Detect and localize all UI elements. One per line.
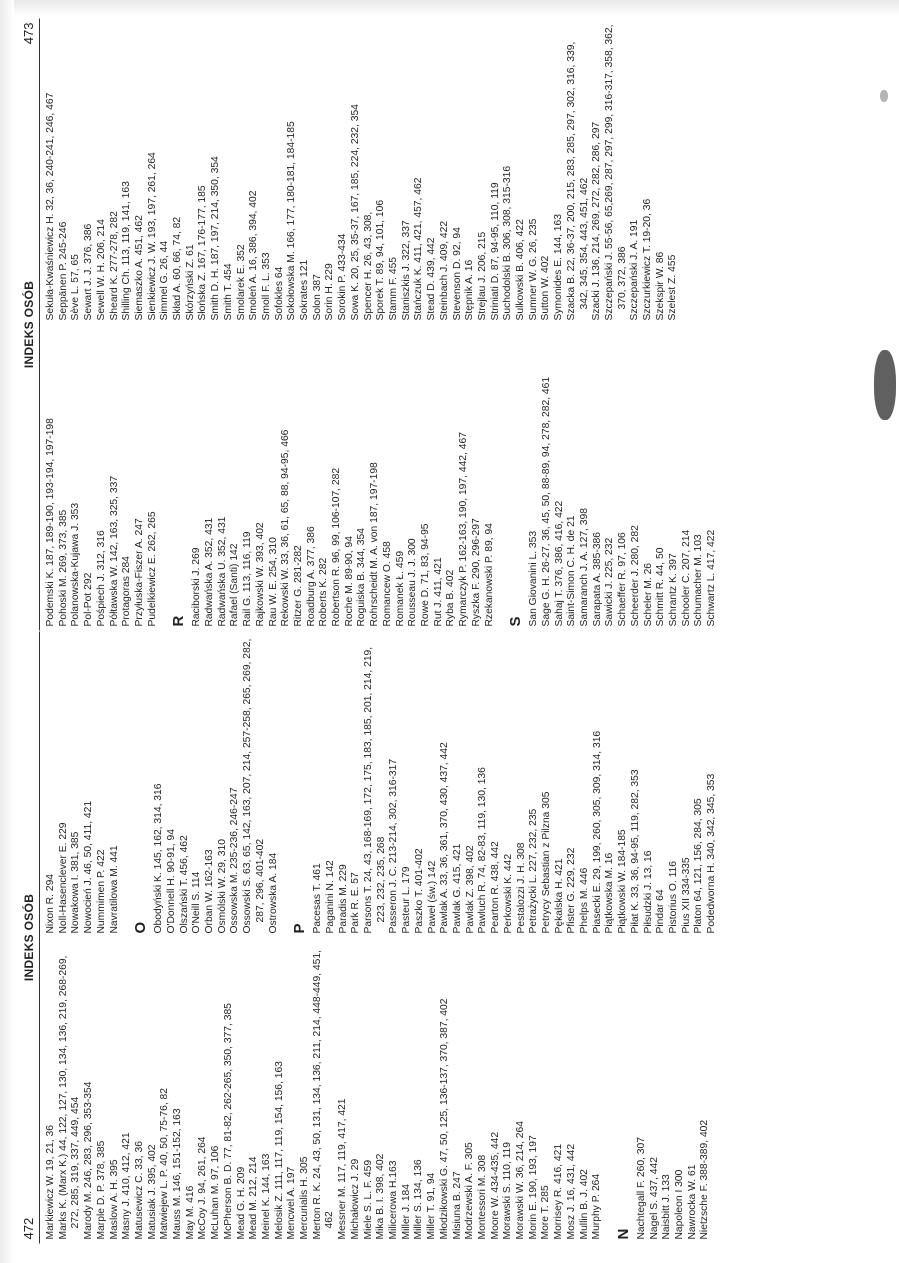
index-entry: Smoll F. L. 353 — [260, 252, 272, 321]
index-entry: Piątkowski W. 184-185 — [617, 829, 629, 934]
index-entry: Petrażycki L. 227, 232, 235 — [528, 808, 540, 934]
index-entry: Sewart J. J. 376, 386 — [83, 223, 95, 321]
index-entry: Sumner W. G. 26, 235 — [527, 218, 539, 321]
index-entry: Sarapata A. 385-386 — [591, 532, 603, 627]
index-entry: Mencwel A. 197 — [286, 1166, 298, 1240]
index-entry: Ryba B. 402 — [445, 569, 457, 627]
right-page — [15, 19, 885, 631]
index-entry: O'Neill S. 114 — [191, 871, 203, 934]
index-entry: Młodzikowski G. 47, 50, 125, 136-137, 370, 387, 402 — [438, 998, 450, 1240]
index-entry: Masny J. 410, 412, 421 — [121, 1132, 133, 1240]
index-entry: Szczurkiewicz T. 19-20, 36 — [642, 198, 654, 321]
index-entry: Skórzyński Z. 61 — [184, 244, 196, 321]
left-page-number: 472 — [21, 1217, 36, 1240]
index-entry: Pasteur L. 179 — [401, 866, 413, 934]
left-page — [15, 632, 885, 1244]
index-entry: Sofokles 64 — [273, 266, 285, 321]
index-entry: Sutton W. 402 — [540, 255, 552, 321]
index-entry: Nietzsche F. 388-389, 402 — [699, 1119, 711, 1240]
index-entry: Matwiejew L. P. 40, 50, 75-76, 82 — [159, 1088, 171, 1240]
index-entry: Olszański T. 456, 462 — [178, 835, 190, 934]
index-entry: Pudelkiewicz E. 262, 265 — [146, 511, 158, 627]
index-entry: Przyłuska-Fiszer A. 247 — [133, 518, 145, 627]
index-entry: Paganini N. 142 — [324, 860, 336, 934]
index-entry: Sulkowski B. 406, 422 — [515, 219, 527, 321]
index-entry: Nachtegall F. 260, 307 — [635, 1137, 647, 1240]
index-entry: Pius XII 334-335 — [680, 857, 692, 934]
index-entry: Paweł (św.) 142 — [426, 860, 438, 934]
index-section-letter: S — [507, 616, 525, 627]
index-entry: Schwartz L. 417, 422 — [706, 529, 718, 627]
index-entry: May M. 416 — [184, 1185, 196, 1240]
index-entry: Marple D. P. 378, 385 — [95, 1140, 107, 1240]
index-entry: Sage G. H. 26-27, 36, 45, 50, 88-89, 94, 278, 282, 461 — [540, 376, 552, 627]
left-page-header — [15, 632, 40, 1244]
index-entry: Raciborski J. 269 — [191, 547, 203, 627]
index-entry: Morin E. 190, 193, 197 — [527, 1135, 539, 1240]
index-entry: Roguiska B. 344, 354 — [356, 528, 368, 627]
index-entry: Radwańska A. 352, 431 — [204, 517, 216, 627]
index-entry: Pawlak A. 33, 36, 361, 370, 430, 437, 442 — [439, 742, 451, 934]
index-entry: Sewell W. H. 206, 214 — [95, 219, 107, 321]
index-entry: Sporek T. 89, 94, 101, 106 — [375, 199, 387, 321]
scan-left-edge — [0, 0, 14, 1263]
index-entry: Mullin B. J. 402 — [578, 1169, 590, 1240]
right-page-number: 473 — [21, 22, 36, 45]
index-entry: Sokołowska M. 166, 177, 180-181, 184-185 — [286, 121, 298, 321]
index-entry: Sahaj T. 376, 386, 416, 422 — [553, 500, 565, 627]
index-entry: Pawluch R. 74, 82-83, 119, 130, 136 — [477, 767, 489, 934]
index-entry: Ryszka F. 290, 296-297 — [470, 518, 482, 627]
index-entry: Samaranch J. A. 127, 398 — [579, 508, 591, 627]
index-entry: Scheler M. 26 — [642, 562, 654, 627]
index-section-letter: R — [170, 615, 188, 627]
index-entry: Obodyński K. 145, 162, 314, 316 — [153, 783, 165, 934]
index-entry: Sienkiewicz J. W. 193, 197, 261, 264 — [146, 152, 158, 321]
index-entry: Sorin H. 229 — [324, 263, 336, 321]
index-entry: Matusiak J. 395, 402 — [146, 1144, 158, 1240]
index-entry: Suchodolski B. 306, 308, 315-316 — [502, 165, 514, 321]
index-column — [45, 944, 712, 1240]
right-page-title: INDEKS OSÓB — [22, 280, 36, 369]
index-entry: Rousseau J. J. 300 — [407, 538, 419, 627]
index-entry: Rzekanowski P. 89, 94 — [483, 523, 495, 627]
index-entry: Messner M. 117, 119, 417, 421 — [337, 1098, 349, 1240]
index-entry: Miller S. 134, 136 — [413, 1159, 425, 1240]
index-entry: Pośpiech J. 312, 316 — [95, 530, 107, 627]
index-entry: San Giovanini L. 353 — [528, 530, 540, 627]
index-entry: Pearton R. 438, 442 — [490, 841, 502, 934]
index-entry: Modrzewski A. F. 305 — [464, 1142, 476, 1240]
index-entry: O'Donnell H. 90-91, 94 — [165, 829, 177, 934]
index-entry: Spencer H. 26, 43, 308, — [362, 211, 374, 321]
index-entry: Phelps M. 446 — [579, 867, 591, 934]
left-page-title: INDEKS OSÓB — [22, 893, 36, 982]
index-entry: Rafael (Santi) 142 — [229, 543, 241, 627]
index-entry: Półtawska W. 142, 163, 325, 337 — [108, 475, 120, 627]
index-entry: Stevenson D. 92, 94 — [451, 227, 463, 321]
index-entry: Noll-Hasenclever E. 229 — [57, 822, 69, 934]
index-entry: Mika B. I. 398, 402 — [375, 1153, 387, 1240]
index-entry: Nagel S. 437, 442 — [648, 1157, 660, 1240]
index-entry: Piątkowska M. 16 — [604, 852, 616, 934]
index-entry: Rajkowski W. 393, 402 — [254, 522, 266, 627]
index-entry: Park R. E. 57 — [350, 872, 362, 934]
index-entry: Romanek Ł. 459 — [394, 550, 406, 627]
index-entry: Misiuna B. 247 — [451, 1171, 463, 1240]
index-entry: Roberts K. 282 — [318, 557, 330, 627]
index-entry: Sheard K. 277-278, 282 — [108, 211, 120, 321]
index-entry: Petrycy Sebastian z Pilzna 305 — [540, 791, 552, 934]
index-entry: Maslow A. H. 395 — [108, 1159, 120, 1240]
index-entry: Morrisey R. 416, 421 — [553, 1143, 565, 1240]
index-entry: Stępnik A. 16 — [464, 259, 476, 321]
index-entry: Schooler C. 207, 214 — [680, 529, 692, 627]
index-entry: Rohrscheidt M. A. von 187, 197-198 — [369, 462, 381, 627]
index-entry: Ritzer G. 281-282 — [292, 545, 304, 627]
index-entry: Nowocień J. 46, 50, 411, 421 — [83, 800, 95, 934]
index-entry: Podemski K. 187, 189-190, 193-194, 197-198 — [45, 418, 56, 627]
index-entry: Moore W. 434-435, 442 — [489, 1131, 501, 1240]
index-entry: Sorokin P. 433-434 — [337, 233, 349, 321]
right-page-header — [15, 19, 40, 631]
index-entry: Smith T. 454 — [222, 263, 234, 321]
index-entry: Sève L. 57, 65 — [70, 254, 82, 321]
index-entry: Radwańska U. 352, 431 — [216, 516, 228, 627]
index-entry: Romancew O. 458 — [381, 541, 393, 627]
left-page-columns — [45, 632, 885, 1244]
index-entry: Pistorius O. 116 — [667, 861, 679, 934]
index-entry: Schmitt R. 44, 50 — [655, 547, 667, 627]
index-entry: Striniati D. 87, 94-95, 110, 119 — [489, 182, 501, 321]
index-entry: Polanowska-Kujawa J. 353 — [70, 502, 82, 627]
index-entry: Merton R. K. 24, 43, 50, 131, 134, 136, 211, 214, 448-449, 451, 462 — [311, 950, 336, 1240]
index-entry: Piłat K. 33, 36, 94-95, 119, 282, 353 — [629, 769, 641, 934]
index-entry: Szacki J. 136, 214, 269, 272, 282, 286, 297 — [591, 121, 603, 321]
index-entry: Słońska Z. 167, 176-177, 185 — [197, 185, 209, 321]
index-entry: Sokrates 121 — [299, 259, 311, 321]
index-entry: Skład A. 60, 66, 74, 82 — [172, 216, 184, 321]
scan-smudge — [880, 90, 888, 102]
index-entry: Orban W. 162-163 — [204, 849, 216, 934]
index-entry: Pol-Pot 292 — [83, 572, 95, 627]
index-entry: Szekspir W. 86 — [654, 251, 666, 321]
index-entry: Mead G. H. 209 — [235, 1166, 247, 1240]
index-entry: McLuhan M. 97, 106 — [210, 1145, 222, 1240]
index-entry: Schaeffer R. 97, 106 — [617, 532, 629, 627]
index-entry: Nummimen P. 422 — [95, 849, 107, 934]
index-entry: Smoleń A. 16, 386, 394, 402 — [248, 190, 260, 321]
index-section-letter: N — [614, 1228, 632, 1240]
index-column — [45, 331, 719, 627]
index-entry: Napoleon I 300 — [674, 1169, 686, 1240]
index-entry: Piłsudzki J. 13, 16 — [642, 850, 654, 934]
index-entry: Roadburg A. 377, 386 — [305, 526, 317, 627]
index-entry: Pfister G. 229, 232 — [566, 847, 578, 934]
index-entry: Roche M. 89-90, 94 — [343, 536, 355, 627]
index-entry: McPherson B. D. 77, 81-82, 262-265, 350, 377, 385 — [222, 1003, 234, 1240]
index-entry: Mead M. 212, 214 — [248, 1156, 260, 1240]
index-entry: Pawlak G. 415, 421 — [451, 843, 463, 934]
index-section-letter: P — [291, 923, 309, 934]
index-entry: Piasecki E. 29, 199, 260, 305, 309, 314, 316 — [591, 730, 603, 934]
index-entry: Schrantz K. 397 — [667, 553, 679, 627]
index-entry: Paszko T. 401-402 — [413, 848, 425, 934]
index-section-letter: O — [132, 921, 150, 934]
index-entry: Markiewicz W. 19, 21, 36 — [45, 1125, 56, 1240]
index-entry: Sawicki J. 225, 232 — [604, 537, 616, 627]
book-spread — [15, 19, 885, 1244]
index-entry: Rekowski W. 33, 36, 61, 65, 88, 94-95, 466 — [280, 429, 292, 627]
index-entry: Pacesas T. 461 — [312, 863, 324, 934]
index-entry: Stamm F. 455 — [387, 256, 399, 321]
index-entry: Siemaszko A. 451, 462 — [133, 215, 145, 321]
index-entry: Passeron J. C. 213-214, 302, 316-317 — [388, 758, 400, 934]
index-entry: Marks K. (Marx K.) 44, 122, 127, 130, 134, 136, 219, 268-269, 272, 285, 319, 337, 449, 454 — [57, 955, 82, 1240]
index-entry: Osmólski W. 29, 310 — [216, 839, 228, 934]
index-entry: Parsons T. 24, 43, 168-169, 172, 175, 183, 185, 201, 214, 219, 223, 232, 235, 268 — [363, 646, 387, 934]
index-entry: Marody M. 246, 283, 296, 353-354 — [83, 1081, 95, 1240]
scan-top-edge — [0, 0, 899, 16]
index-entry: Mercurialis H. 305 — [299, 1156, 311, 1240]
index-entry: Seppänen P. 245-246 — [57, 221, 69, 321]
index-entry: Stead D. 439, 442 — [426, 237, 438, 321]
index-entry: Scheerder J. 280, 282 — [629, 525, 641, 627]
index-entry: Navratilowa M. 441 — [108, 845, 120, 934]
index-entry: More T. 285 — [540, 1185, 552, 1240]
index-entry: Rut J. 411, 421 — [432, 557, 444, 627]
index-entry: Miller J. 184 — [400, 1183, 412, 1240]
index-entry: Nawrocka W. 61 — [686, 1164, 698, 1240]
index-entry: Milicerowa H.163 — [387, 1160, 399, 1240]
index-entry: Pestalozzi J. H. 308 — [515, 842, 527, 934]
index-entry: Mauss M. 146, 151-152, 163 — [172, 1108, 184, 1240]
index-entry: Pohoski M. 269, 373, 385 — [57, 509, 69, 627]
index-entry: Melosik Z. 111, 117, 119, 154, 156, 163 — [273, 1061, 285, 1240]
index-entry: Szacka B. 22, 36-37, 200, 215, 283, 285, 297, 302, 316, 339, 342, 345, 354, 443, 451, 462 — [565, 41, 590, 321]
index-entry: Murphy P. 264 — [591, 1173, 603, 1240]
index-entry: Meinel K. 144, 163 — [260, 1153, 272, 1240]
index-entry: Ossowski S. 63, 65, 142, 163, 207, 214, 257-258, 265, 269, 282, 287, 296, 401-402 — [242, 638, 266, 934]
index-entry: Miller T. 91, 94 — [426, 1172, 438, 1240]
index-entry: Michałowicz J. 29 — [349, 1158, 361, 1240]
index-column — [45, 638, 719, 934]
index-entry: Nixon R. 294 — [45, 873, 56, 934]
index-entry: Schumacher M. 103 — [693, 534, 705, 627]
index-entry: Rowe D. 71, 83, 94-95 — [419, 523, 431, 627]
index-entry: Smolarek E. 352 — [235, 244, 247, 321]
index-entry: Miele S. L. F. 459 — [362, 1159, 374, 1240]
index-entry: Szczepański J. A. 191 — [629, 219, 641, 321]
right-page-columns — [45, 19, 885, 631]
index-entry: Paradis M. 229 — [337, 864, 349, 934]
index-entry: Szczepański J. 55-56, 65,269, 287, 297, 299, 316-317, 358, 362, 370, 372, 386 — [603, 24, 628, 321]
index-entry: Matusewicz C. 33, 36 — [133, 1141, 145, 1240]
index-entry: Saint-Simon C. H. de 21 — [566, 515, 578, 627]
index-entry: Sekuła-Kwaśniewicz H. 32, 36, 240-241, 246, 467 — [45, 92, 56, 321]
index-entry: Pawlak Z. 398, 402 — [464, 845, 476, 934]
index-entry: Montessori M. 308 — [476, 1154, 488, 1240]
index-entry: Morawski S. 110, 119 — [502, 1142, 514, 1240]
index-entry: Nowakowa I. 381, 385 — [70, 831, 82, 934]
index-entry: Ostrowska A. 184 — [267, 852, 279, 934]
index-entry: Steinbach J. 409, 422 — [438, 220, 450, 321]
index-column — [45, 25, 680, 321]
index-entry: Podedworna H. 340, 342, 345, 353 — [706, 773, 718, 934]
index-entry: McCoy J. 94, 261, 264 — [197, 1136, 209, 1240]
index-entry: Platon 64, 121, 156, 284, 305 — [693, 798, 705, 934]
index-entry: Pękalska H. 421 — [553, 858, 565, 934]
index-entry: Pindar 64 — [655, 889, 667, 934]
index-entry: Smith D. H. 187, 197, 214, 350, 354 — [210, 156, 222, 321]
index-entry: Staniszkis J. 322, 337 — [400, 220, 412, 321]
index-entry: Rau W. E. 254, 310 — [267, 537, 279, 627]
index-entry: Rail G. 113, 116, 119 — [242, 531, 254, 627]
index-entry: Strejlau J. 206, 215 — [476, 231, 488, 321]
index-entry: Stańczuk K. 411, 421, 457, 462 — [413, 177, 425, 321]
index-entry: Mosz J. 16, 431, 442 — [565, 1143, 577, 1240]
index-entry: Sowa K. 20, 25, 35-37, 167, 185, 224, 232, 354 — [349, 104, 361, 321]
index-entry: Symonides E. 144, 163 — [553, 214, 565, 321]
index-entry: Rymarczyk P. 162-163, 190, 197, 442, 467 — [458, 432, 470, 627]
index-entry: Solon 387 — [311, 274, 323, 321]
index-entry: Shilling Ch. 113, 119, 141, 163 — [121, 181, 133, 321]
scan-smudge — [874, 350, 896, 420]
index-entry: Ossowska M. 235-236, 246-247 — [229, 787, 241, 934]
index-entry: Szelest Z. 455 — [667, 254, 679, 321]
index-entry: Simmel G. 26, 44 — [159, 240, 171, 321]
index-entry: Morawski W. 36, 214, 264 — [515, 1121, 527, 1240]
index-entry: Perkowski K. 442 — [502, 853, 514, 934]
index-entry: Naisbitt J. 133 — [661, 1174, 673, 1240]
index-entry: Robertson R. 96, 99, 106-107, 282 — [331, 467, 343, 627]
index-entry: Protagoras 284 — [121, 556, 133, 627]
